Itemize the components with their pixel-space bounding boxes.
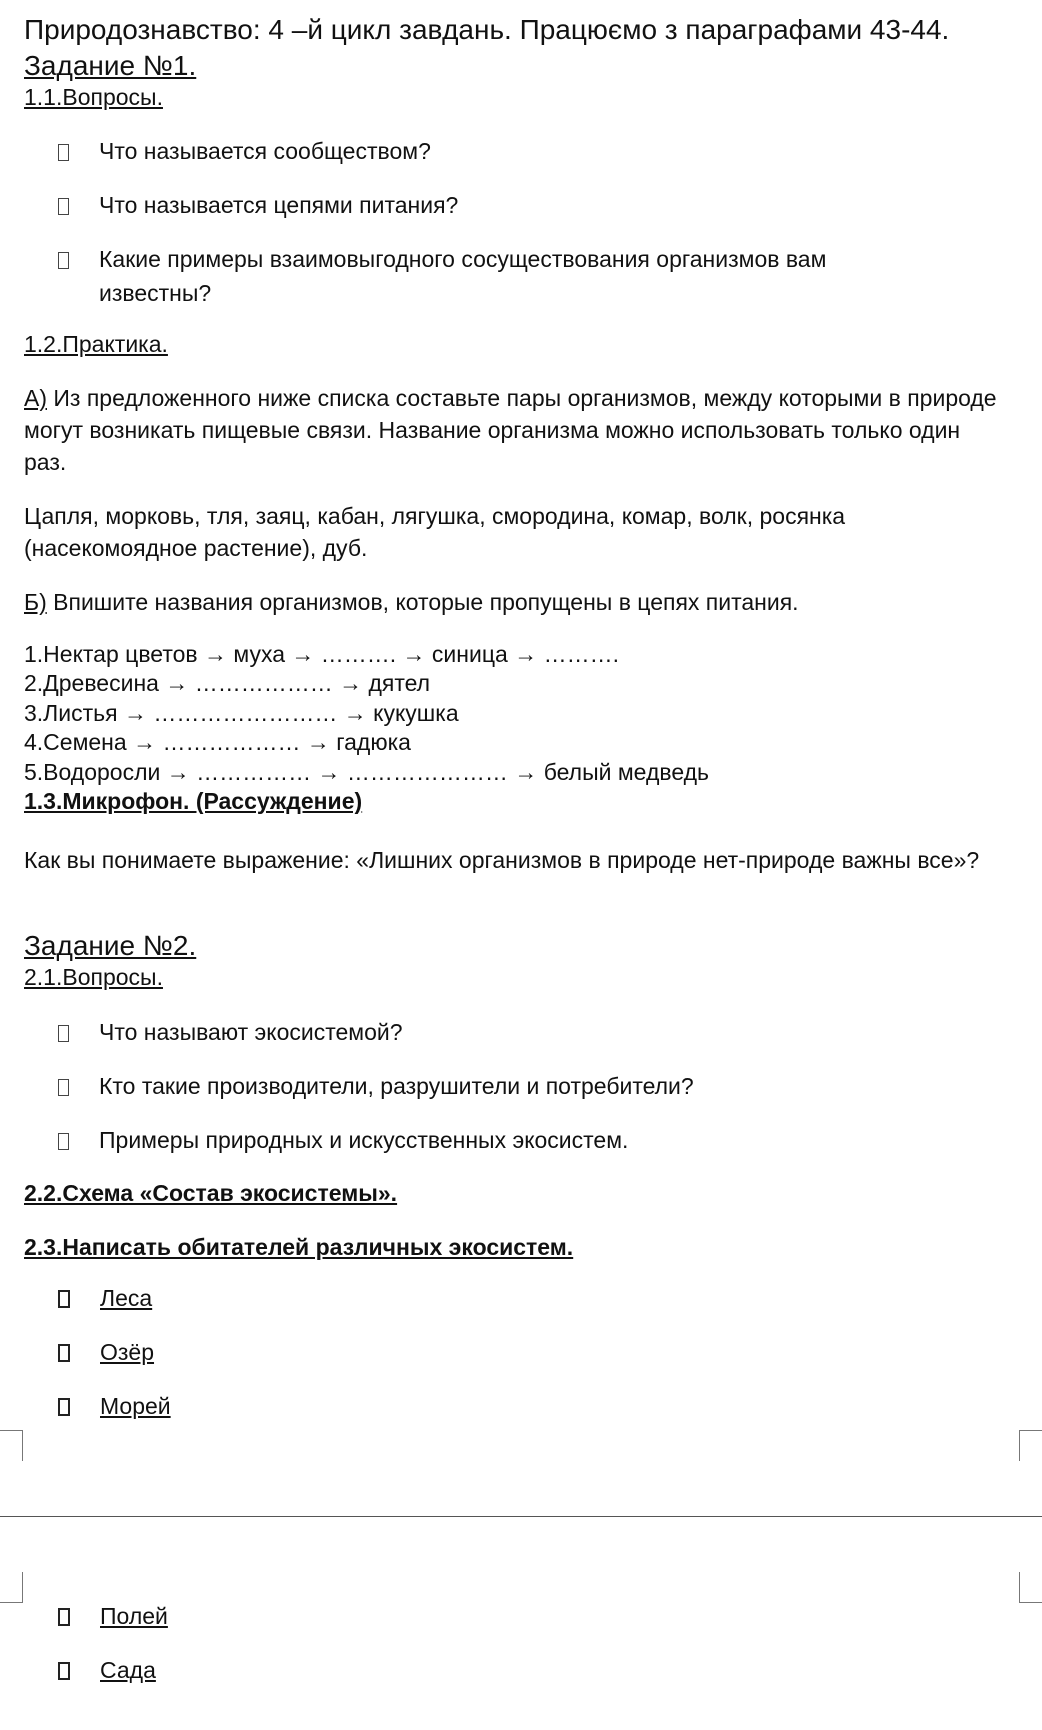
task2-inhabitants-heading: 2.3.Написать обитателей различных экосистем. [24, 1234, 574, 1260]
list-item: Что называется цепями питания? [58, 188, 458, 222]
part-a-paragraph [24, 382, 1004, 478]
bullet-box-icon [58, 1608, 70, 1626]
page-corner-mark [0, 1572, 23, 1603]
page-corner-mark [1019, 1430, 1042, 1461]
list-item: Кто такие производители, разрушители и потребители? [58, 1069, 694, 1103]
page-break-divider [0, 1516, 1042, 1517]
bullet-box-icon [58, 1398, 70, 1416]
part-b-text: Впишите названия организмов, которые пропущены в цепях питания. [46, 589, 799, 615]
list-item: Какие примеры взаимовыгодного сосуществования организмов вам известны? [58, 242, 919, 310]
food-chain-5: 5.Водоросли → …………… → ………………… → белый медведь [24, 759, 710, 785]
task1-microphone-heading: 1.3.Микрофон. (Рассуждение) [24, 788, 363, 814]
task2-heading: Задание №2. [24, 930, 197, 961]
bullet-box-icon [58, 144, 69, 161]
bullet-box-icon [58, 1344, 70, 1362]
list-item: Примеры природных и искусственных экосистем. [58, 1123, 628, 1157]
bullet-box-icon [58, 252, 69, 269]
task1-practice-heading: 1.2.Практика. [24, 331, 168, 357]
document-title: Природознавство: 4 –й цикл завдань. Працюємо з параграфами 43-44. [24, 14, 950, 45]
list-item: Леса [58, 1281, 152, 1315]
page-corner-mark [1019, 1572, 1042, 1603]
task1-questions-heading: 1.1.Вопросы. [24, 84, 163, 110]
task2-questions-heading: 2.1.Вопросы. [24, 964, 163, 990]
page-corner-mark [0, 1430, 23, 1461]
list-item: Что называют экосистемой? [58, 1015, 403, 1049]
part-a-text: Из предложенного ниже списка составьте пары организмов, между которыми в природе могут возникать пищевые связи. Название организма можно использовать только один раз. [24, 385, 997, 475]
list-item: Полей [58, 1599, 168, 1633]
list-item: Морей [58, 1389, 171, 1423]
food-chain-3: 3.Листья → …………………… → кукушка [24, 700, 459, 726]
bullet-box-icon [58, 1133, 69, 1150]
task1-heading: Задание №1. [24, 50, 197, 81]
food-chain-2: 2.Древесина → ……………… → дятел [24, 670, 431, 696]
part-b-label: Б) [24, 589, 47, 615]
microphone-question: Как вы понимаете выражение: «Лишних организмов в природе нет-природе важны все»? [24, 847, 980, 873]
bullet-box-icon [58, 1290, 70, 1308]
bullet-box-icon [58, 198, 69, 215]
part-a-label: А) [24, 385, 47, 411]
list-item: Что называется сообществом? [58, 134, 431, 168]
list-item: Сада [58, 1653, 156, 1687]
food-chain-1: 1.Нектар цветов → муха → ………. → синица → ………. [24, 641, 619, 667]
bullet-box-icon [58, 1025, 69, 1042]
part-b-paragraph [24, 586, 1004, 618]
bullet-box-icon [58, 1662, 70, 1680]
task2-scheme-heading: 2.2.Схема «Состав экосистемы». [24, 1180, 398, 1206]
bullet-box-icon [58, 1079, 69, 1096]
list-item: Озёр [58, 1335, 154, 1369]
food-chain-4: 4.Семена → ……………… → гадюка [24, 729, 411, 755]
organisms-list: Цапля, морковь, тля, заяц, кабан, лягушка, смородина, комар, волк, росянка (насекомоядное растение), дуб. [24, 503, 846, 561]
